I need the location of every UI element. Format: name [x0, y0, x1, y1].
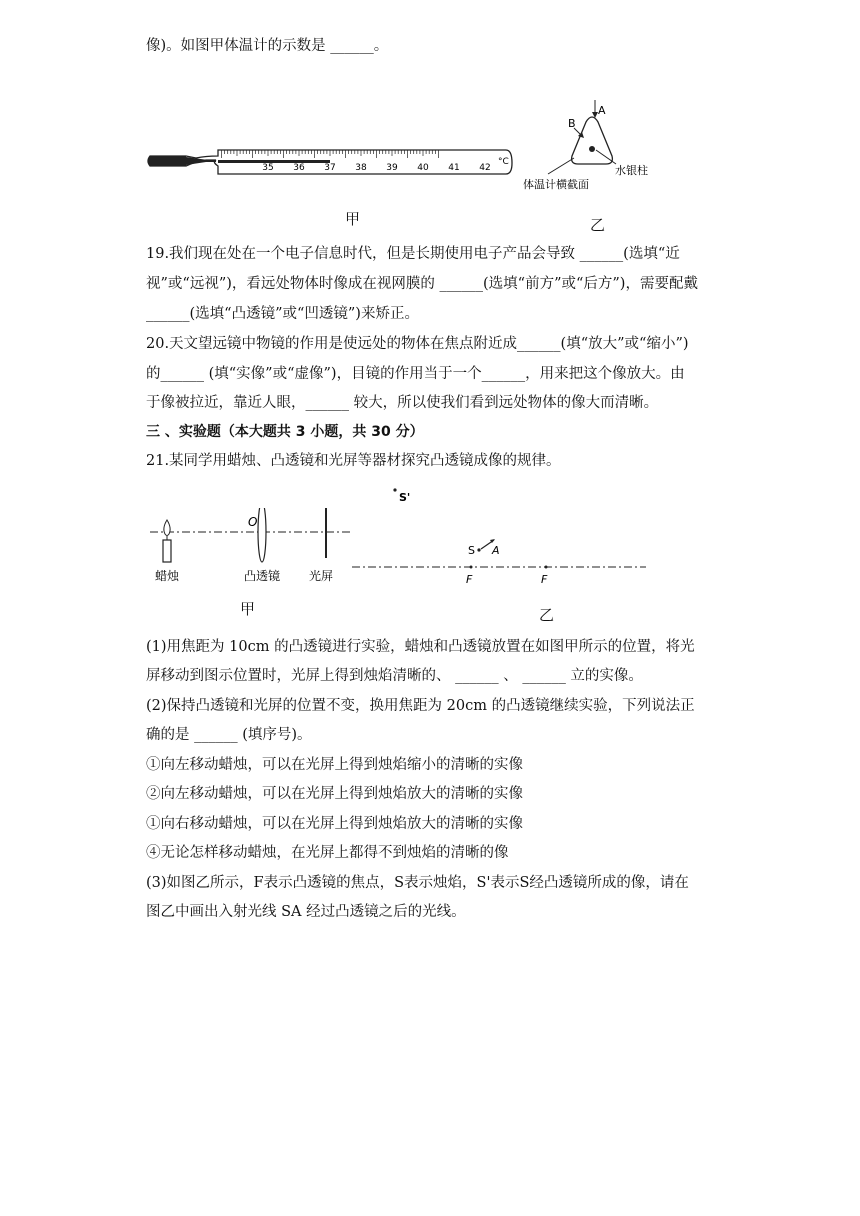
tick-label-40: 40 — [417, 163, 429, 173]
label-lens: 凸透镜 — [244, 569, 281, 583]
label-candle: 蜡烛 — [155, 569, 180, 583]
q21-part1-line-2: 屏移动到图示位置时，光屏上得到烛焰清晰的、 ______ 、 ______ 立的实像。 — [146, 668, 643, 684]
tick-label-38: 38 — [355, 163, 367, 173]
q21-option-3: ①向右移动蜡烛，可以在光屏上得到烛焰放大的清晰的实像 — [146, 816, 523, 832]
label-b: B — [568, 117, 576, 130]
label-f-right: F — [541, 573, 548, 586]
q21-option-4: ④无论怎样移动蜡烛，在光屏上都得不到烛焰的清晰的像 — [146, 845, 509, 861]
label-cross-section: 体温计横截面 — [523, 178, 589, 191]
q18-tail-text: 像)。如图甲体温计的示数是 ______。 — [146, 38, 389, 54]
q19-line-2: 视”或“远视”)，看远处物体时像成在视网膜的 ______(选填“前方”或“后方”)，需要配戴 — [146, 276, 698, 292]
caption-jia-bench: 甲 — [240, 600, 256, 618]
cross-section-figure — [520, 96, 660, 196]
tick-label-42: 42 — [479, 163, 491, 173]
tick-label-41: 41 — [448, 163, 460, 173]
label-a-ray: A — [492, 544, 500, 557]
label-mercury: 水银柱 — [615, 164, 648, 177]
label-a: A — [598, 104, 606, 117]
caption-yi-ray: 乙 — [539, 606, 555, 624]
q21-option-2: ②向左移动蜡烛，可以在光屏上得到烛焰放大的清晰的实像 — [146, 786, 523, 802]
tick-label-37: 37 — [324, 163, 336, 173]
q20-line-2: 的______ (填“实像”或“虚像”)，目镜的作用当于一个______，用来把这个像放大。由 — [146, 366, 685, 382]
label-s-prime: S' — [399, 491, 411, 504]
q19-line-3: ______(选填“凸透镜”或“凹透镜”)来矫正。 — [146, 306, 419, 322]
optics-bench-figure — [146, 508, 356, 586]
q21-part3-line-2: 图乙中画出入射光线 SA 经过凸透镜之后的光线。 — [146, 904, 466, 920]
tick-label-36: 36 — [293, 163, 305, 173]
label-f-left: F — [466, 573, 473, 586]
tick-label-35: 35 — [262, 163, 274, 173]
label-o: O — [248, 515, 258, 529]
q21-part1-line-1: (1)用焦距为 10cm 的凸透镜进行实验，蜡烛和凸透镜放置在如图甲所示的位置，将光 — [146, 639, 695, 655]
unit-label: °C — [498, 157, 509, 167]
label-screen: 光屏 — [309, 569, 334, 583]
q21-part2-line-1: (2)保持凸透镜和光屏的位置不变，换用焦距为 20cm 的凸透镜继续实验，下列说法正 — [146, 698, 695, 714]
section-3-heading: 三 、实验题（本大题共 3 小题，共 30 分） — [146, 424, 424, 440]
thermometer-figure — [146, 136, 516, 186]
ray-diagram-figure — [352, 482, 652, 592]
tick-label-39: 39 — [386, 163, 398, 173]
q20-line-3: 于像被拉近，靠近人眼，______ 较大，所以使我们看到远处物体的像大而清晰。 — [146, 395, 659, 411]
caption-jia-thermometer: 甲 — [345, 210, 361, 228]
q21-intro: 21.某同学用蜡烛、凸透镜和光屏等器材探究凸透镜成像的规律。 — [146, 453, 561, 469]
q21-option-1: ①向左移动蜡烛，可以在光屏上得到烛焰缩小的清晰的实像 — [146, 757, 523, 773]
label-s: S — [468, 544, 475, 557]
q21-part3-line-1: (3)如图乙所示，F表示凸透镜的焦点，S表示烛焰，S'表示S经凸透镜所成的像，请在 — [146, 875, 689, 891]
q21-part2-line-2: 确的是 ______ (填序号)。 — [146, 727, 312, 743]
q20-line-1: 20.天文望远镜中物镜的作用是使远处的物体在焦点附近成______(填“放大”或“缩小”) — [146, 336, 689, 352]
caption-yi-cross-section: 乙 — [590, 216, 606, 234]
q19-line-1: 19.我们现在处在一个电子信息时代，但是长期使用电子产品会导致 ______(选填“近 — [146, 246, 680, 262]
